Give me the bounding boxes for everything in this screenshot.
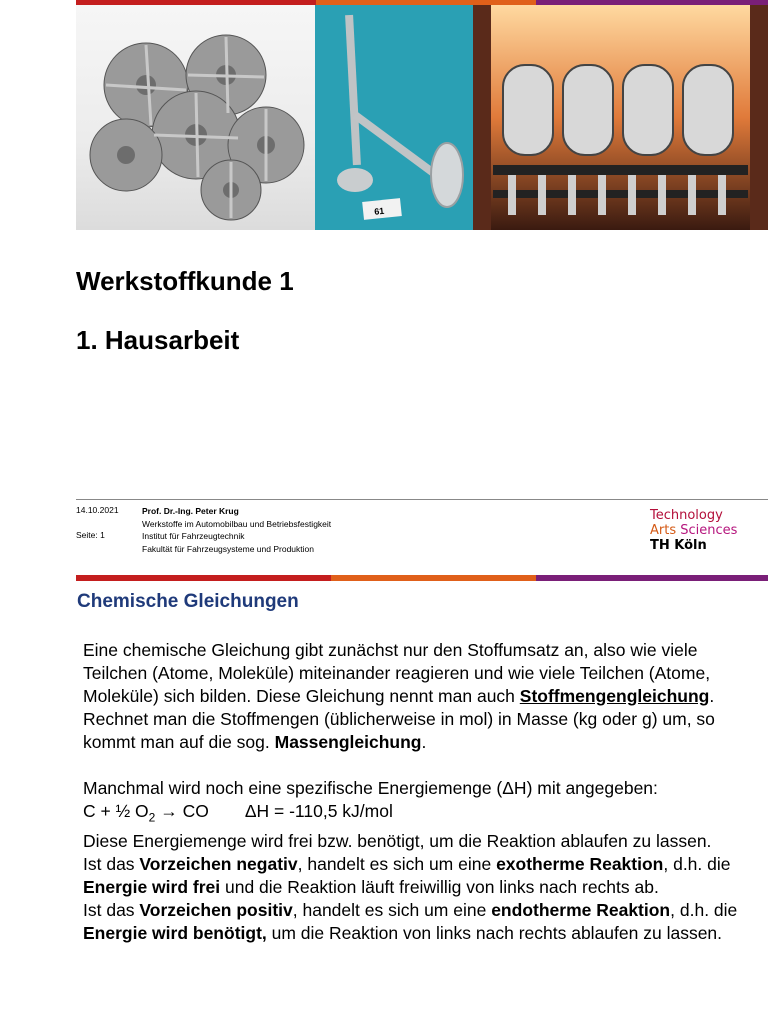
content-color-bar [76,575,768,581]
footer-line-3: Fakultät für Fahrzeugsysteme und Produktion [142,543,314,554]
paragraph-3: Manchmal wird noch eine spezifische Energiemenge (ΔH) mit angegeben: [83,778,658,798]
th-koeln-logo [650,508,737,553]
body-text [83,639,743,945]
footer-divider [76,499,768,500]
logo-line-1: Technology [650,508,723,523]
furnace-rollers-photo [473,5,768,230]
valve-label: 61 [373,205,385,217]
engine-valves-photo [315,5,473,230]
paragraph-4: Diese Energiemenge wird frei bzw. benötigt, um die Reaktion ablaufen zu lassen. [83,830,712,851]
page-title: Werkstoffkunde 1 [76,266,294,296]
footer-author: Prof. Dr.-Ing. Peter Krug [142,506,239,516]
title-slide [76,0,768,575]
footer-line-1: Werkstoffe im Automobilbau und Betriebsfestigkeit [142,518,332,529]
logo-line-3: TH Köln [650,538,707,553]
paragraph-6: Ist das Vorzeichen positiv, handelt es sich um eine endotherme Reaktion, d.h. die Energie wird benötigt, um die Reaktion von links nach rechts ablaufen zu lassen. [83,899,738,943]
paragraph-5: Ist das Vorzeichen negativ, handelt es sich um eine exotherme Reaktion, d.h. die Energie wird frei und die Reaktion läuft freiwillig von links nach rechts ab. [83,853,731,897]
logo-line-2b: Sciences [680,523,738,538]
equation: C + ½ $O_2$ → CO ΔH = -110,5 kJ/mol [83,801,393,825]
section-heading: Chemische Gleichungen [77,591,299,612]
turbine-wheels-photo [76,5,315,230]
footer-author-block [142,505,331,555]
paragraph-2: Rechnet man die Stoffmengen (üblicherweise in mol) in Masse (kg oder g) um, so kommt man auf die sog. Massengleichung. [83,709,715,752]
logo-line-2a: Arts [650,523,681,538]
footer-page: Seite: 1 [76,530,105,540]
footer-date: 14.10.2021 [76,505,119,515]
page-subtitle: 1. Hausarbeit [76,325,240,355]
footer-line-2: Institut für Fahrzeugtechnik [142,531,245,541]
paragraph-1: Eine chemische Gleichung gibt zunächst nur den Stoffumsatz an, also wie viele Teilchen (Atome, Moleküle) miteinander reagieren und wie viele Teilchen (Atome, Moleküle) sich bilden. Diese Gleichung nennt man auch Stoffmengengleichung. [83,640,715,706]
